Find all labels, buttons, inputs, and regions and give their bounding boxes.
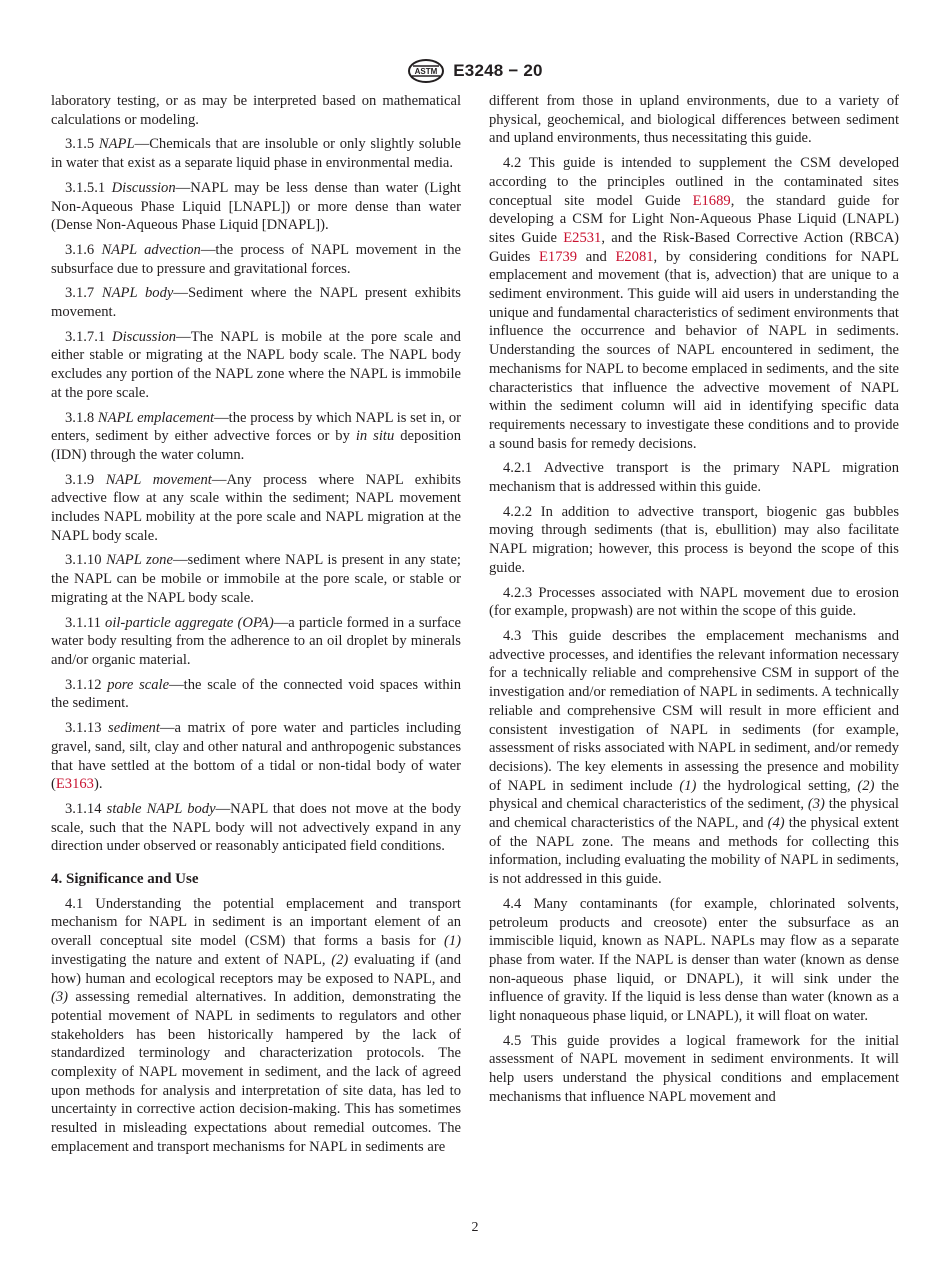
definition-3-1-14: 3.1.14 stable NAPL body—NAPL that does not move at the body scale, such that the NAPL body will not advectively expand in any direction under observed or reasonably anticipated field conditions. <box>51 800 461 855</box>
definition-3-1-5: 3.1.5 NAPL—Chemicals that are insoluble or only slightly soluble in water that exist as a separate liquid phase in environmental media. <box>51 136 461 172</box>
paragraph-4-2-3: 4.2.3 Processes associated with NAPL movement due to erosion (for example, propwash) are not within the scope of this guide. <box>489 584 899 620</box>
left-column <box>51 92 461 1163</box>
paragraph-4-5: 4.5 This guide provides a logical framework for the initial assessment of NAPL movement in sediment environments. It will help users understand the physical conditions and emplacement mechanisms that influence NAPL movement and <box>489 1032 899 1105</box>
reference-link-e1689[interactable]: E1689 <box>692 192 731 209</box>
definition-3-1-9: 3.1.9 NAPL movement—Any process where NAPL exhibits advective flow at any scale within the sediment; NAPL movement includes NAPL mobility at the pore scale and NAPL migration at the NAPL body scale. <box>51 471 461 544</box>
definition-3-1-12: 3.1.12 pore scale—the scale of the connected void spaces within the sediment. <box>51 676 461 712</box>
definition-3-1-7: 3.1.7 NAPL body—Sediment where the NAPL present exhibits movement. <box>51 285 461 321</box>
paragraph-4-4: 4.4 Many contaminants (for example, chlorinated solvents, petroleum products and creosote) enter the subsurface as an immiscible liquid, known as NAPL. NAPLs may flow as a separate phase from water. If the NAPL is denser than water (known as dense non-aqueous phase liquid, or DNAPL), it will sink under the influence of gravity. If the liquid is less dense than water (known as a light nonaqueous phase liquid, or LNAPL), it will float on water. <box>489 895 899 1025</box>
definition-3-1-6: 3.1.6 NAPL advection—the process of NAPL movement in the subsurface due to pressure and gravitational forces. <box>51 241 461 277</box>
reference-link-e1739[interactable]: E1739 <box>538 248 578 265</box>
discussion-3-1-5-1: 3.1.5.1 Discussion—NAPL may be less dense than water (Light Non-Aqueous Phase Liquid [LNAPL]) or more dense than water (Dense Non-Aqueous Phase Liquid [DNAPL]). <box>51 179 461 234</box>
reference-link-e2531[interactable]: E2531 <box>563 229 602 246</box>
reference-link-e3163[interactable]: E3163 <box>55 776 94 793</box>
definition-3-1-8: 3.1.8 NAPL emplacement—the process by which NAPL is set in, or enters, sediment by either advective forces or by in situ deposition (IDN) through the water column. <box>51 409 461 463</box>
paragraph: different from those in upland environments, due to a variety of physical, geochemical, and biological differences between sediment and upland environments, thus necessitating this guide. <box>489 93 899 147</box>
paragraph-4-3: 4.3 This guide describes the emplacement mechanisms and advective processes, and identifies the relevant information necessary for a technically reliable and comprehensive CSM in support of the investigation and/or remediation of NAPL in sediments. A technically reliable and comprehensive CSM will result in more efficient and consistent investigation of NAPL in sediments (for example, assessment of risks associated with NAPL in sediment, and/or remedy decisions). The key elements in assessing the presence and mobility of NAPL in sediment include (1) the hydrological setting, (2) the physical and chemical characteristics of the sediment, (3) the physical and chemical characteristics of the NAPL, and (4) the physical extent of the NAPL zone. The means and methods for collecting this information, including evaluating the mobility of NAPL in sediments, is not addressed in this guide. <box>489 627 899 888</box>
discussion-3-1-7-1: 3.1.7.1 Discussion—The NAPL is mobile at the pore scale and either stable or migrating at the NAPL body scale. The NAPL body excludes any portion of the NAPL zone where the NAPL is immobile at the pore scale. <box>51 328 461 401</box>
section-heading: 4. Significance and Use <box>51 871 199 888</box>
right-column <box>489 92 899 1113</box>
paragraph-4-2-1: 4.2.1 Advective transport is the primary NAPL migration mechanism that is addressed within this guide. <box>489 460 899 496</box>
page-number: 2 <box>471 1220 479 1235</box>
paragraph-4-2: 4.2 This guide is intended to supplement the CSM developed according to the principles outlined in the contaminated sites conceptual site model Guide E1689, the standard guide for developing a CSM for Light Non-Aqueous Phase Liquid (LNAPL) sites Guide E2531, and the Risk-Based Corrective Action (RBCA) Guides E1739 and E2081, by considering conditions for NAPL emplacement and movement (that is, advection) that are unique to a sediment environment. This guide will aid users in understanding the unique and fundamental characteristics of sediment environments that influence the occurrence and behavior of NAPL in sediments. Understanding the sources of NAPL encountered in sediment, the mechanisms for NAPL to become emplaced in sediments, and the site characteristics that influence the advective movement of NAPL within the sediment column will aid in identifying specific data requirements necessary to investigate these conditions and to provide a sound basis for remedy decisions. <box>489 155 899 452</box>
paragraph: laboratory testing, or as may be interpreted based on mathematical calculations or modeling. <box>51 93 461 128</box>
paragraph-4-2-2: 4.2.2 In addition to advective transport, biogenic gas bubbles moving through sediments (that is, ebullition) may also facilitate NAPL migration; however, this process is beyond the scope of this guide. <box>489 503 899 576</box>
definition-3-1-11: 3.1.11 oil-particle aggregate (OPA)—a particle formed in a surface water body resulting from the adherence to an oil droplet by minerals and/or organic material. <box>51 614 461 668</box>
definition-3-1-13: 3.1.13 sediment—a matrix of pore water and particles including gravel, sand, silt, clay and other natural and anthropogenic substances that have settled at the bottom of a tidal or non-tidal body of water (E3163). <box>51 720 461 793</box>
paragraph-4-1: 4.1 Understanding the potential emplacement and transport mechanism for NAPL in sediment is an important element of an overall conceptual site model (CSM) that forms a basis for (1) investigating the nature and extent of NAPL, (2) evaluating if (and how) human and ecological receptors may be exposed to NAPL, and (3) assessing remedial alternatives. In addition, demonstrating the potential movement of NAPL in sediments to regulators and other stakeholders has been historically hampered by the lack of standardized terminology and characterization protocols. The complexity of NAPL movement in sediment, and the lack of agreed upon methods for analysis and interpretation of site data, has led to uncertainty in corrective action decision-making. This has sometimes resulted in misleading expectations about remedial outcomes. The emplacement and transport mechanisms for NAPL in sediments are <box>51 895 461 1155</box>
astm-logo-icon <box>407 59 445 83</box>
reference-link-e2081[interactable]: E2081 <box>615 248 654 265</box>
page-header <box>0 56 950 86</box>
standard-designation: E3248 − 20 <box>453 61 543 80</box>
svg-text:ASTM: ASTM <box>414 67 438 76</box>
definition-3-1-10: 3.1.10 NAPL zone—sediment where NAPL is present in any state; the NAPL can be mobile or immobile at the pore scale, or stable or migrating at the NAPL body scale. <box>51 552 461 606</box>
